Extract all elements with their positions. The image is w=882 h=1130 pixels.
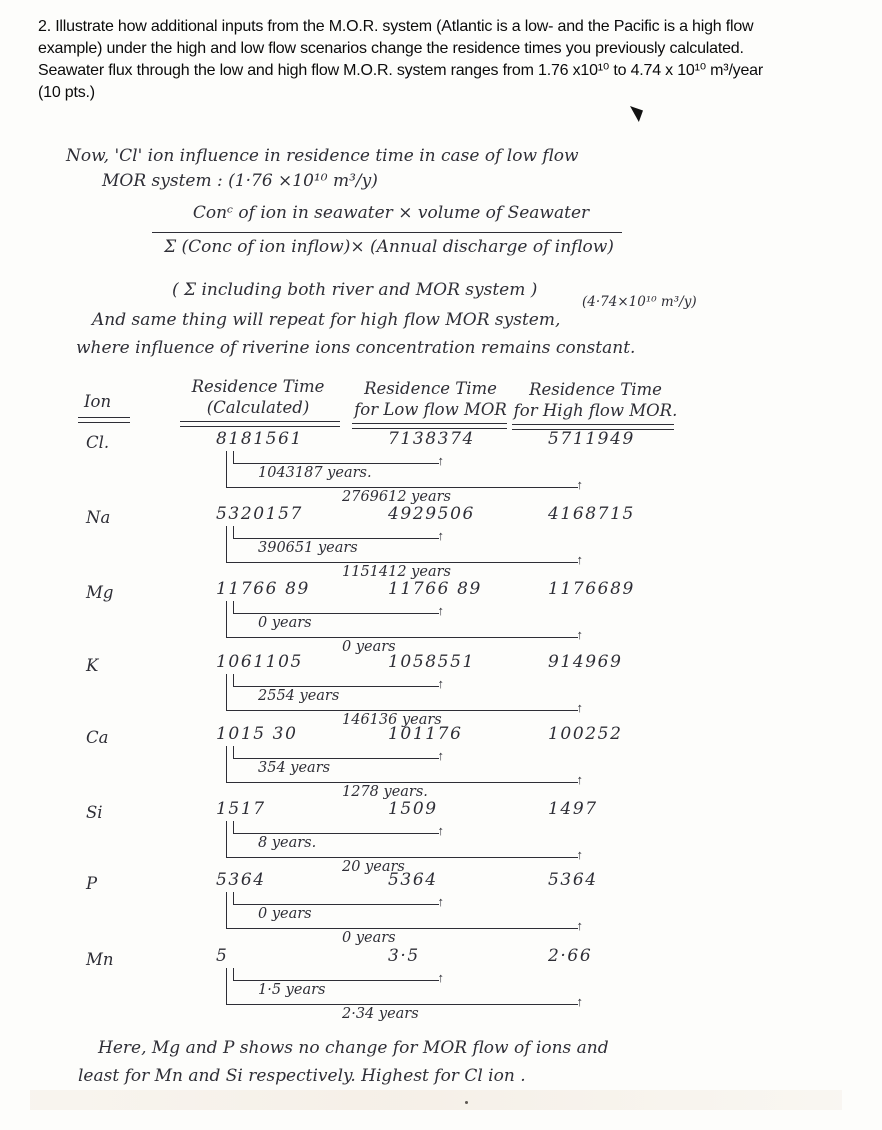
residence-calculated-value: 5320157: [216, 504, 303, 524]
column-header-high-flow: Residence Time: [529, 380, 662, 399]
ion-label: K: [86, 656, 99, 675]
ion-table-row: [0, 500, 882, 580]
low-flow-diff-label: 2554 years: [258, 688, 340, 704]
ion-label: Mn: [86, 950, 114, 969]
high-flow-diff-label: 0 years: [342, 639, 396, 655]
high-flow-diff-label: 2769612 years: [342, 489, 451, 505]
low-flow-diff-label: 0 years: [258, 615, 312, 631]
formula-numerator: Conᶜ of ion in seawater × volume of Seawater: [192, 203, 590, 223]
up-arrow-icon: [577, 847, 584, 862]
residence-high-flow-value: 1176689: [548, 579, 635, 599]
up-arrow-icon: [577, 918, 584, 933]
high-flow-diff-label: 1278 years.: [342, 784, 428, 800]
low-flow-diff-label: 0 years: [258, 906, 312, 922]
note-line-high-flow: And same thing will repeat for high flow MOR system,: [92, 310, 561, 330]
up-arrow-icon: [577, 772, 584, 787]
header-underline: [78, 417, 130, 423]
sigma-note: ( Σ including both river and MOR system ): [172, 280, 538, 300]
ion-label: Na: [86, 508, 111, 527]
high-flow-diff-label: 0 years: [342, 930, 396, 946]
residence-high-flow-value: 2·66: [548, 946, 593, 966]
low-flow-diff-label: 354 years: [258, 760, 331, 776]
residence-low-flow-value: 4929506: [388, 504, 475, 524]
ion-table-row: [0, 720, 882, 800]
residence-high-flow-value: 100252: [548, 724, 623, 744]
residence-calculated-value: 5364: [216, 870, 266, 890]
high-flow-diff-bracket: [226, 601, 578, 638]
residence-calculated-value: 11766 89: [216, 579, 310, 599]
residence-low-flow-value: 1058551: [388, 652, 475, 672]
low-flow-diff-label: 1·5 years: [258, 982, 326, 998]
residence-low-flow-value: 3·5: [388, 946, 420, 966]
column-header-calculated-sub: (Calculated): [206, 398, 310, 417]
up-arrow-icon: [577, 552, 584, 567]
high-flow-diff-label: 1151412 years: [342, 564, 451, 580]
residence-high-flow-value: 914969: [548, 652, 623, 672]
residence-low-flow-value: 1509: [388, 799, 438, 819]
ion-table-row: [0, 575, 882, 655]
high-flow-flux-value: (4·74×10¹⁰ m³/y): [582, 294, 697, 310]
up-arrow-icon: [577, 994, 584, 1009]
ion-table-row: [0, 425, 882, 505]
low-flow-diff-label: 8 years.: [258, 835, 317, 851]
ion-table-row: [0, 866, 882, 946]
high-flow-diff-bracket: [226, 968, 578, 1005]
low-flow-diff-label: 1043187 years.: [258, 465, 372, 481]
residence-calculated-value: 5: [216, 946, 229, 966]
residence-low-flow-value: 11766 89: [388, 579, 482, 599]
ion-table-row: [0, 795, 882, 875]
high-flow-diff-bracket: [226, 451, 578, 488]
ion-label: Ca: [86, 728, 109, 747]
residence-high-flow-value: 5711949: [548, 429, 635, 449]
up-arrow-icon: [577, 627, 584, 642]
high-flow-diff-label: 146136 years: [342, 712, 442, 728]
formula-denominator: Σ (Conc of ion inflow)× (Annual discharge of inflow): [164, 237, 614, 257]
residence-calculated-value: 1015 30: [216, 724, 298, 744]
high-flow-diff-bracket: [226, 892, 578, 929]
column-header-low-flow: Residence Time: [364, 379, 497, 398]
question-line: (10 pts.): [38, 84, 95, 101]
fraction-divider-line: [152, 206, 622, 233]
ion-label: Mg: [86, 583, 114, 602]
residence-low-flow-value: 7138374: [388, 429, 475, 449]
question-text: [38, 16, 763, 104]
residence-calculated-value: 1517: [216, 799, 266, 819]
ion-table-row: [0, 648, 882, 728]
ion-label: P: [86, 874, 98, 893]
residence-high-flow-value: 1497: [548, 799, 598, 819]
column-header-ion: Ion: [84, 392, 112, 411]
note-line-mor-system: MOR system : (1·76 ×10¹⁰ m³/y): [102, 171, 378, 191]
low-flow-diff-label: 390651 years: [258, 540, 358, 556]
residence-high-flow-value: 5364: [548, 870, 598, 890]
residence-high-flow-value: 4168715: [548, 504, 635, 524]
high-flow-diff-bracket: [226, 821, 578, 858]
ion-label: Si: [86, 803, 103, 822]
residence-calculated-value: 8181561: [216, 429, 303, 449]
high-flow-diff-bracket: [226, 674, 578, 711]
note-line-riverine: where influence of riverine ions concentration remains constant.: [76, 338, 636, 358]
conclusion-line-1: Here, Mg and P shows no change for MOR flow of ions and: [98, 1038, 609, 1058]
high-flow-diff-label: 20 years: [342, 859, 405, 875]
residence-low-flow-value: 101176: [388, 724, 463, 744]
question-line: 2. Illustrate how additional inputs from the M.O.R. system (Atlantic is a low- and the Pacific is a high flow: [38, 18, 754, 35]
residence-low-flow-value: 5364: [388, 870, 438, 890]
question-line: Seawater flux through the low and high flow M.O.R. system ranges from 1.76 x10¹⁰ to 4.74 x 10¹⁰ m³/year: [38, 62, 764, 79]
high-flow-diff-bracket: [226, 746, 578, 783]
column-header-high-flow-sub: for High flow MOR.: [513, 401, 678, 420]
conclusion-line-2: least for Mn and Si respectively. Highest for Cl ion .: [78, 1066, 526, 1086]
up-arrow-icon: [577, 700, 584, 715]
question-line: example) under the high and low flow scenarios change the residence times you previously calculated.: [38, 40, 744, 57]
up-arrow-icon: [577, 477, 584, 492]
stray-ink-dot: [465, 1101, 468, 1104]
note-line-low-flow: Now, 'Cl' ion influence in residence time in case of low flow: [66, 146, 579, 166]
ion-table-row: [0, 942, 882, 1022]
high-flow-diff-bracket: [226, 526, 578, 563]
ion-label: Cl.: [86, 433, 110, 452]
high-flow-diff-label: 2·34 years: [342, 1006, 419, 1022]
pen-cursor-mark-icon: [630, 106, 643, 122]
residence-calculated-value: 1061105: [216, 652, 303, 672]
column-header-low-flow-sub: for Low flow MOR: [354, 400, 507, 419]
column-header-calculated: Residence Time: [191, 377, 325, 396]
